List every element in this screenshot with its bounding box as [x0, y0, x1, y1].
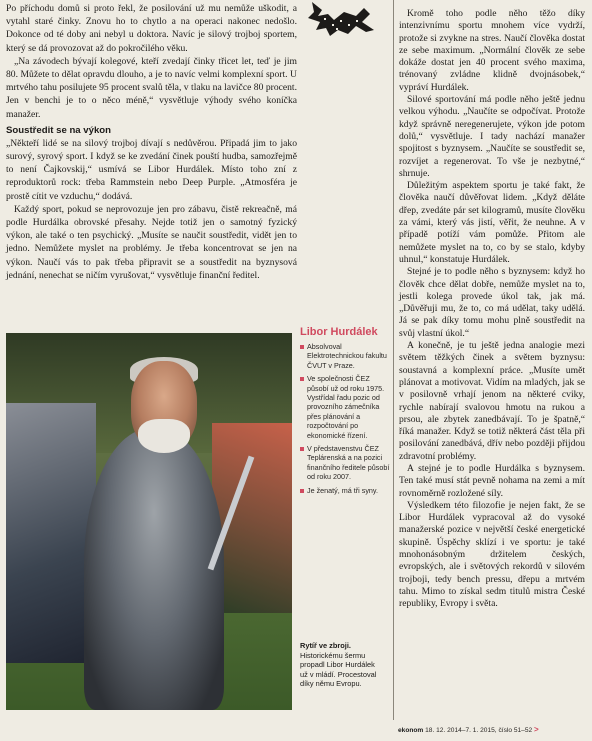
left-article-column: [6, 2, 297, 282]
knight-photo: [6, 333, 292, 710]
article-paragraph: Silové sportování má podle něho ještě jednu velkou výhodu. „Naučíte se odpočívat. Protože když správně neregenerujete, výkon jde potom dolů,“ vysvětluje. I tady nachází manažer spojitost s byznysem. „Naučíte se soustředit se, rozvíjet a regenerovat. To vše je nezbytné,“ shrnuje.: [399, 94, 585, 179]
section-heading: Soustředit se na výkon: [6, 124, 112, 136]
caption-title: Rytíř ve zbroji.: [300, 641, 351, 650]
article-paragraph: Každý sport, pokud se neprovozuje jen pro zábavu, čistě rekreačně, má podle Hurdálka obrovské přesahy. Nejde totiž jen o samotný fyzický výkon, ale také o ten psychický. „Musíte se naučit soustředit, vidět jen to jedno. Nemůžete myslet na problémy. Je třeba koncentrovat se jen na výkon. Naučí vás to pak třeba připravit se a soustředit na byznysová jednání, nenechat se ničím vyrušovat,“ vysvětluje finanční ředitel.: [6, 203, 297, 281]
horse-emblem-icon: [304, 0, 382, 38]
article-paragraph: „Někteří lidé se na silový trojboj dívají s nedůvěrou. Připadá jim to jako surový, syrový sport. I když se ke zvedání činek pouští hudba, samozřejmě to není Čajkovskij,“ usmívá se Libor Hurdálek. Místo toho zní z reproduktorů rock: třeba Rammstein nebo Deep Purple. „Atmosféra je prostě cítit ve vzduchu,“ dodává.: [6, 137, 297, 202]
column-divider: [393, 0, 394, 720]
article-paragraph: A konečně, je tu ještě jedna analogie mezi světem těžkých činek a světem byznysu: soustavná a komplexní práce. „Musíte umět plánovat a motivovat. Vidím na mladých, jak se v posilovně vrhají jenom na některé cviky, rychle nabírají svalovou hmotu na rukou a prsou, ale zbytek zanedbávají. To je špatně,“ říká manažer. Když se totiž některá část těla při posilování zanedbává, dřív nebo později přijdou zdravotní problémy.: [399, 340, 585, 462]
page-footer: [398, 725, 592, 739]
photo-crowd-right: [212, 423, 292, 613]
profile-fact: Absolvoval Elektrotechnickou fakultu ČVUT v Praze.: [300, 342, 392, 370]
article-paragraph: Stejné je to podle něho s byznysem: když ho člověk chce dělat dobře, nemůže myslet na to, jestli kolega provede úkol tak, jak má. „Důvěřuji mu, že to, co má udělat, taky udělá. Já se pak díky tomu mohu plně soustředit na svůj vlastní úkol.“: [399, 266, 585, 339]
profile-fact: V představenstvu ČEZ Teplárenská a na pozici finančního ředitele působí od roku 2007.: [300, 444, 392, 482]
knight-armor: [84, 428, 224, 710]
article-paragraph: „Na závodech bývají kolegové, kteří zvedají činky třicet let, teď je jim 80. Můžete to dělat opravdu dlouho, a je to navíc velmi komplexní sport. U mrtvého tahu posilujete 95 procent svalů těla, v tlaku na lavičce 80 procent. Jen v benchi je to o něco méně,“ vysvětluje výhody svého koníčka manažer.: [6, 55, 297, 120]
profile-name: Libor Hurdálek: [300, 326, 378, 338]
knight-beard: [138, 419, 190, 453]
photo-crowd-left: [6, 403, 96, 663]
article-paragraph: Kromě toho podle něho těžo díky intenzivnímu sportu mnohem více vydrží, protože si zvykne na stres. Naučí člověka dostat ze sebe maximum. „Normální člověk ze sebe dokáže dostat jen 40 procent svého maxima, trénovaný zvládne klidně dvojnásobek,“ vypráví Hurdálek.: [399, 8, 585, 93]
issue-info: 18. 12. 2014–7. 1. 2015, číslo 51–52: [425, 727, 533, 734]
right-article-column: [399, 8, 585, 611]
profile-fact: Je ženatý, má tři syny.: [300, 486, 392, 495]
article-paragraph: Výsledkem této filozofie je nejen fakt, že se Libor Hurdálek vypracoval až do vysoké manažerské pozice v největší české energetické skupině. Úspěchy sklízí i ve sportu: je také mnohonásobným držitelem českých, evropských, ale i světových rekordů v silovém trojboji, tedy bench pressu, dřepu a mrtvém tahu. Mimo to získal sedm titulů mistra České republiky, Evropy i světa.: [399, 499, 585, 610]
caption-text: Historickému šermu propadl Libor Hurdálek už v mládí. Procestoval díky němu Evropu.: [300, 650, 377, 689]
profile-facts: [300, 342, 392, 495]
next-page-arrow-icon: >: [534, 725, 539, 734]
profile-fact: Ve společnosti ČEZ působí už od roku 1975. Vystřídal řadu pozic od provozního zámečníka přes plánování a rozpočtování po ekonomické řízení.: [300, 374, 392, 440]
article-paragraph: A stejné je to podle Hurdálka s byznysem. Ten také musí stát pevně nohama na zemi a mít rovnoměrně rozložené síly.: [399, 462, 585, 499]
article-paragraph: Důležitým aspektem sportu je také fakt, že člověka naučí důvěřovat lidem. „Když děláte dřep, zvedáte pár set kilogramů, musíte člověku za vámi, který vás jistí, věřit, že neuhne. A v případě potíží vám pomůže. Přitom ale nemůžete myslet na to, co by se stalo, kdyby uhnul,“ konstatuje Hurdálek.: [399, 180, 585, 265]
article-paragraph: Po příchodu domů si proto řekl, že posilování už mu nemůže uškodit, a vytahl staré činky. Znovu ho to chytlo a na operaci nakonec nedošlo. Dokonce od té doby ani nebyl u doktora. Navíc je silový trojboj sportem, který se dá provozovat až do pokročilého věku.: [6, 3, 297, 54]
profile-sidebar: [300, 326, 392, 499]
photo-caption: [300, 641, 380, 689]
magazine-brand: ekonom: [398, 727, 424, 734]
